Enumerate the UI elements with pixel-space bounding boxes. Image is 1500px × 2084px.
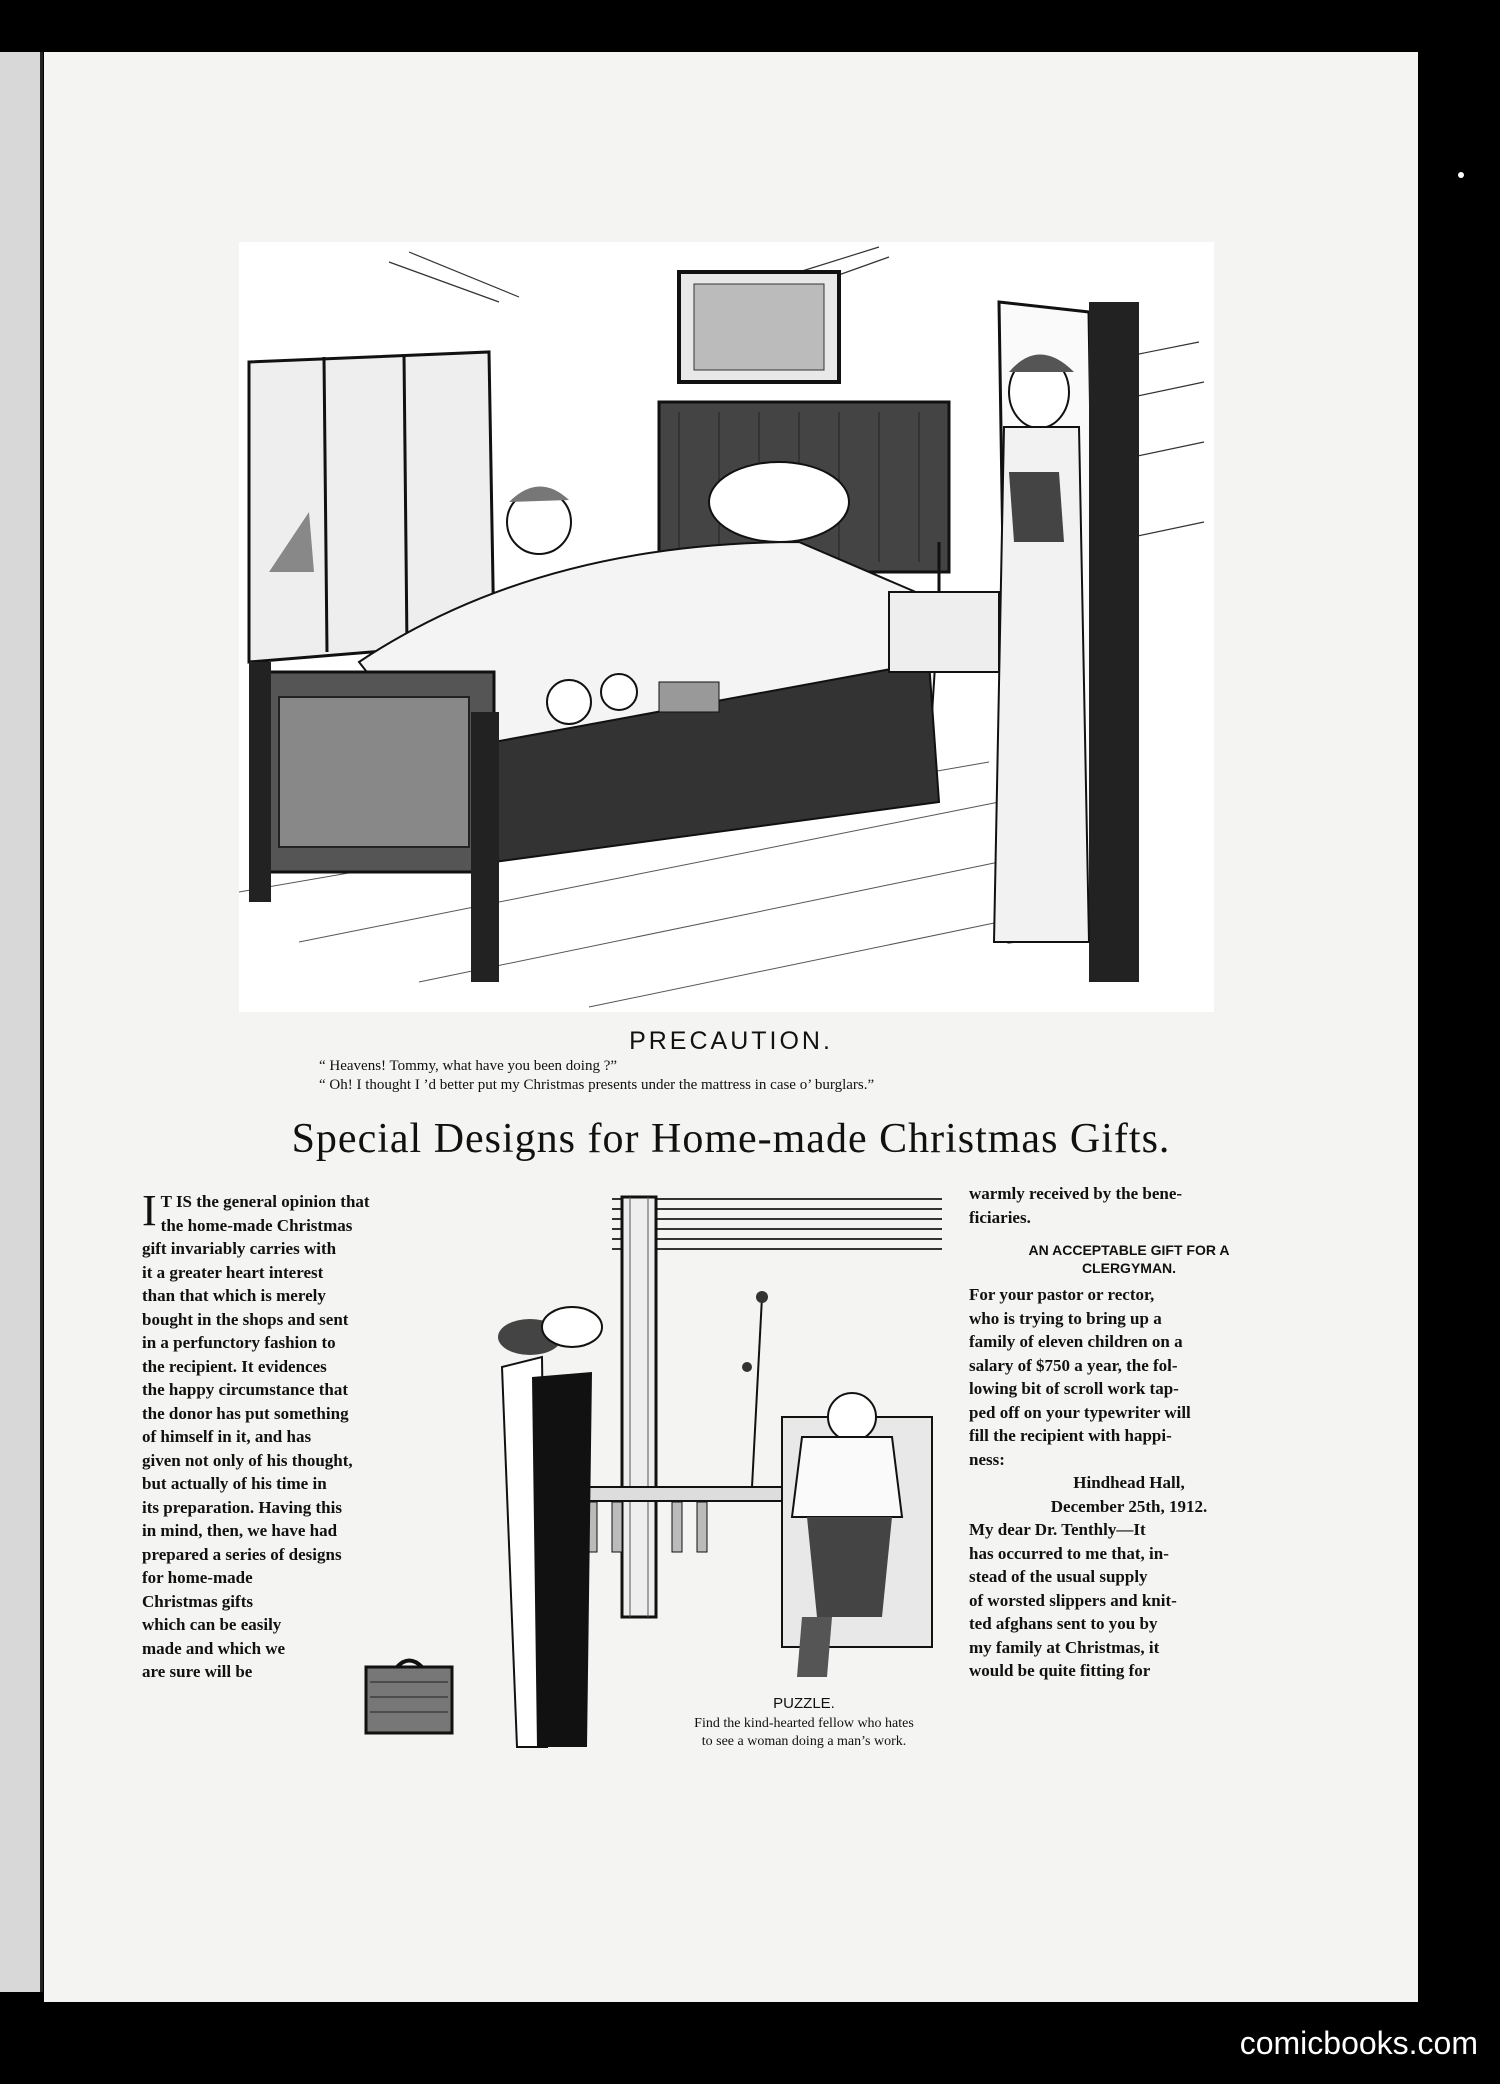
text-line: of worsted slippers and knit- — [969, 1590, 1177, 1610]
column-1-text — [142, 1186, 472, 1684]
suitcase-illustration — [362, 1652, 457, 1737]
text-line: made and which we — [142, 1638, 286, 1658]
text-line: the donor has put something — [142, 1403, 349, 1423]
letter-place: Hindhead Hall, — [1073, 1473, 1185, 1492]
text-line: prepared a series of designs — [142, 1544, 342, 1564]
text-line: it a greater heart interest — [142, 1262, 324, 1282]
text-line: warmly received by the bene- — [969, 1184, 1183, 1203]
text-line: the happy circumstance that — [142, 1380, 349, 1399]
subhead-line-2: CLERGYMAN. — [1081, 1260, 1177, 1276]
text-line: but actually of his time in — [142, 1474, 327, 1493]
text-line: lowing bit of scroll work tap- — [969, 1379, 1179, 1398]
text-line: its preparation. Having this — [142, 1497, 342, 1517]
cartoon-caption-line-1: “ Heavens! Tommy, what have you been doing ?” — [319, 1058, 618, 1074]
puzzle-caption-line-2: to see a woman doing a man’s work. — [701, 1734, 907, 1749]
puzzle-caption-line-1: Find the kind-hearted fellow who hates — [694, 1716, 914, 1731]
text-line: than that which is merely — [142, 1286, 326, 1305]
column-3-text-b — [969, 1283, 1289, 1471]
subhead-line-1: AN ACCEPTABLE GIFT FOR A — [1028, 1242, 1230, 1258]
column-3-text-c — [969, 1518, 1289, 1683]
text-line: For your pastor or rector, — [969, 1285, 1155, 1304]
text-line: ted afghans sent to you by — [969, 1614, 1158, 1633]
column-3-text-a — [969, 1182, 1289, 1229]
text-line: fill the recipient with happi- — [969, 1426, 1172, 1445]
site-watermark: comicbooks.com — [1239, 2025, 1478, 2061]
text-line: of himself in it, and has — [142, 1427, 312, 1446]
cartoon-caption-line-2: “ Oh! I thought I ’d better put my Christmas presents under the mattress in case o’ burglars.” — [319, 1077, 875, 1093]
text-line: T IS the general opinion that — [160, 1192, 370, 1211]
article-column-3 — [969, 1182, 1289, 1683]
text-line: family of eleven children on a — [969, 1332, 1183, 1351]
drop-cap: I — [142, 1186, 157, 1235]
text-line: my family at Christmas, it — [969, 1637, 1160, 1657]
puzzle-title: PUZZLE. — [773, 1695, 835, 1712]
text-line: given not only of his thought, — [142, 1450, 353, 1470]
text-line: ped off on your typewriter will — [969, 1402, 1191, 1422]
text-line: salary of $750 a year, the fol- — [969, 1355, 1178, 1375]
text-line: has occurred to me that, in- — [969, 1543, 1169, 1563]
article-headline: Special Designs for Home-made Christmas Gifts. — [291, 1116, 1171, 1162]
text-line: ficiaries. — [969, 1207, 1031, 1227]
precaution-illustration — [239, 242, 1214, 1012]
page-mark-dot — [1458, 172, 1464, 178]
text-line: would be quite fitting for — [969, 1661, 1151, 1680]
text-line: gift invariably carries with — [142, 1239, 337, 1258]
cartoon-title: PRECAUTION. — [629, 1027, 833, 1055]
text-line: Christmas gifts — [142, 1591, 253, 1611]
text-line: My dear Dr. Tenthly—It — [969, 1520, 1146, 1539]
text-line: who is trying to bring up a — [969, 1308, 1162, 1328]
adjacent-page-edge — [0, 52, 43, 1992]
text-line: the home-made Christmas — [160, 1215, 353, 1235]
section-subhead — [969, 1241, 1289, 1277]
text-line: in a perfunctory fashion to — [142, 1333, 336, 1352]
text-line: in mind, then, we have had — [142, 1521, 338, 1540]
article-column-1 — [142, 1186, 472, 1684]
text-line: stead of the usual supply — [969, 1567, 1148, 1586]
text-line: for home-made — [142, 1568, 253, 1587]
text-line: which can be easily — [142, 1615, 282, 1634]
text-line: bought in the shops and sent — [142, 1309, 349, 1329]
text-line: ness: — [969, 1449, 1005, 1469]
magazine-page — [44, 52, 1418, 2002]
letter-date: December 25th, 1912. — [1050, 1496, 1208, 1516]
text-line: are sure will be — [142, 1662, 253, 1681]
text-line: the recipient. It evidences — [142, 1356, 327, 1376]
